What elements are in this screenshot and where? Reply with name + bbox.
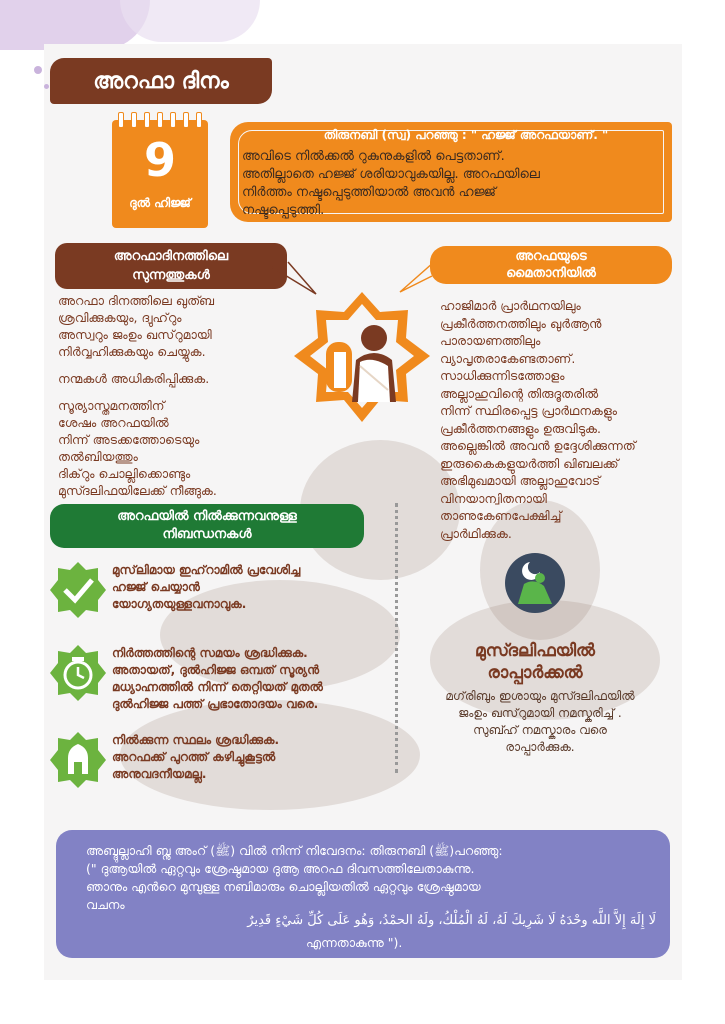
muzdalifa-title: മുസ്ദലിഫയിൽ രാപ്പാർക്കൽ	[475, 641, 595, 683]
decor-dot	[44, 84, 49, 89]
text-line: ഇരുകൈകളുയർത്തി ഖിബലക്ക്	[440, 455, 619, 471]
hadith-end: എന്നതാകുന്നു ").	[306, 935, 403, 950]
text-line: പാരായണത്തിലും	[440, 333, 541, 348]
pilgrim-icon	[292, 290, 432, 430]
clock-icon	[48, 643, 108, 703]
condition-text: നിർത്തത്തിന്റെ സമയം ശ്രദ്ധിക്കുക. അതായത്, ദുൽഹിജ്ജ ഒമ്പത് സൂര്യൻ മധ്യാഹ്നത്തിൽ നിന്ന് തെറ്റിയത് മുതൽ ദുൽഹിജ്ജ പത്ത് പ്രഭാതോദയം വരെ.	[112, 646, 323, 711]
text-line: പ്രാർഥിക്കുക.	[440, 525, 512, 541]
column-divider	[395, 503, 398, 773]
heading-line: അറഫയിൽ നിൽക്കുന്നവനുള്ള	[117, 509, 297, 524]
text-line: പ്രകീർത്തനങ്ങളും ഉരുവിടുക.	[440, 420, 601, 436]
text-line: സാധിക്കുന്നിടത്തോളം	[440, 368, 565, 383]
hadith-arabic: لَا إِلَهَ إِلاَّ اللَّه وحْدَهُ لَا شَرِيكَ لَهُ، لَهُ الْمُلْكُ، ولَهُ الحمْدُ، وَهُو عَلَى كُلِّ شَيْءٍ قَدِيرٌ	[247, 913, 656, 928]
condition-text: നിൽക്കുന്ന സ്ഥലം ശ്രദ്ധിക്കുക. അറഫക്ക് പുറത്ത് കഴിച്ചുകൂട്ടൽ അനുവദനീയമല്ല.	[112, 733, 280, 781]
sunnah-paragraph: അറഫാ ദിനത്തിലെ ഖുത്ബ ശ്രവിക്കുകയും, ദ്വുഹ്‌റും അസ്വറും ജംഉം ഖസ്‌റുമായി നിർവ്വഹിക്കുകയും ചെയ്യുക.	[58, 293, 215, 359]
sunnah-paragraph: സൂര്യാസ്തമനത്തിന് ശേഷം അറഫയിൽ നിന്ന് അടക്കത്തോടെയും തൽബിയത്തും ദിക്‌റും ചൊല്ലിക്കൊണ്ടും മുസ്ദലിഫയിലേക്ക് നീങ്ങുക.	[58, 398, 217, 498]
text-line: വിനയാന്വിതനായി	[440, 490, 547, 506]
text-line: താണുകേണപേക്ഷിച്ച്	[440, 508, 562, 523]
heading-line: മൈതാനിയിൽ	[506, 266, 596, 281]
hadith-text: അബ്ദുല്ലാഹി ബ്നു അംറ് (ﷺ) വിൽ നിന്ന് നിവേദനം: തിരുനബി (ﷺ)പറഞ്ഞു: (" ദുആയിൽ ഏറ്റവും ശ്രേഷ്ഠമായ ദുആ അറഫ ദിവസത്തിലേതാകുന്നു. ഞാനും എൻറെ മുമ്പുള്ള നബിമാരും ചൊല്ലിയതിൽ ഏറ്റവും ശ്രേഷ്ഠമായ വചനം	[86, 843, 503, 912]
hadith-box	[56, 830, 670, 958]
text-line: അഭിമുഖമായി അല്ലാഹുവോട്	[440, 473, 601, 488]
text-line: വ്യാപൃതരാകേണ്ടതാണ്.	[440, 350, 576, 366]
condition-item	[48, 643, 378, 713]
quote-heading: തിരുനബി (സ്വ) പറഞ്ഞു : " ഹജ്ജ് അറഫയാണ്. "	[323, 128, 609, 142]
page-title: അറഫാ ദിനം	[50, 58, 272, 104]
condition-text: മുസ്‌ലിമായ ഇഹ്‌റാമിൽ പ്രവേശിച്ച ഹജ്ജ് ചെയ്യാൻ യോഗ്യതയുള്ളവനാവുക.	[112, 563, 301, 611]
calendar-day: 9	[143, 133, 176, 187]
condition-item	[48, 730, 378, 794]
conditions-heading	[50, 504, 364, 548]
quote-line: നിർത്തം നഷ്ടപ്പെടുത്തിയാൽ അവൻ ഹജ്ജ്	[242, 185, 496, 200]
calendar-badge	[112, 120, 208, 228]
text-line: പ്രകീർത്തനത്തിലും ഖുർആൻ	[440, 315, 602, 331]
prophet-quote-box	[230, 122, 672, 222]
pilgrim-illustration	[292, 290, 432, 430]
quote-line: നഷ്ടപ്പെടുത്തി.	[242, 203, 325, 218]
place-icon	[48, 730, 108, 790]
heading-line: സുന്നത്തുകൾ	[132, 268, 210, 283]
sunnah-list	[58, 292, 308, 509]
sunnah-paragraph: നന്മകൾ അധികരിപ്പിക്കുക.	[58, 371, 210, 386]
heading-line: അറഫാദിനത്തിലെ	[113, 249, 229, 264]
condition-item	[48, 560, 378, 626]
calendar-rings	[118, 112, 202, 128]
heading-line: നിബന്ധനകൾ	[162, 527, 252, 542]
prayer-icon	[500, 548, 570, 618]
quote-line: അതില്ലാതെ ഹജ്ജ് ശരിയാവുകയില്ല. അറഫയിലെ	[242, 167, 540, 182]
quote-body	[242, 148, 612, 220]
text-line: അല്ലെങ്കിൽ അവൻ ഉദ്ദേശിക്കുന്നത്	[440, 438, 636, 453]
sunnah-heading	[55, 243, 287, 289]
text-line: അല്ലാഹുവിന്റെ തിരുദൂതരിൽ	[440, 385, 599, 401]
heading-line: അറഫയുടെ	[515, 249, 587, 264]
text-line: നിന്ന് സ്ഥിരപ്പെട്ട പ്രാർഥനകളും	[440, 403, 618, 418]
quote-line: അവിടെ നിൽക്കൽ റുകുനുകളിൽ പെട്ടതാണ്.	[242, 149, 505, 164]
background-shape	[120, 0, 260, 42]
text-line: ഹാജിമാർ പ്രാർഥനയിലും	[440, 298, 581, 313]
arafa-ground-heading	[430, 246, 672, 284]
muzdalifa-text: മഗ്‌രിബും ഇശായും മുസ്ദലിഫയിൽ ജംഉം ഖസ്‌റുമായി നമസ്കരിച്ച് . സുബ്ഹ് നമസ്കാരം വരെ രാപ്പാർക്കുക.	[445, 689, 635, 754]
calendar-month: ദുൽ ഹിജ്ജ്	[129, 196, 191, 210]
checkmark-icon	[48, 560, 108, 620]
arafa-ground-text	[440, 297, 675, 542]
decor-dot	[34, 66, 42, 74]
